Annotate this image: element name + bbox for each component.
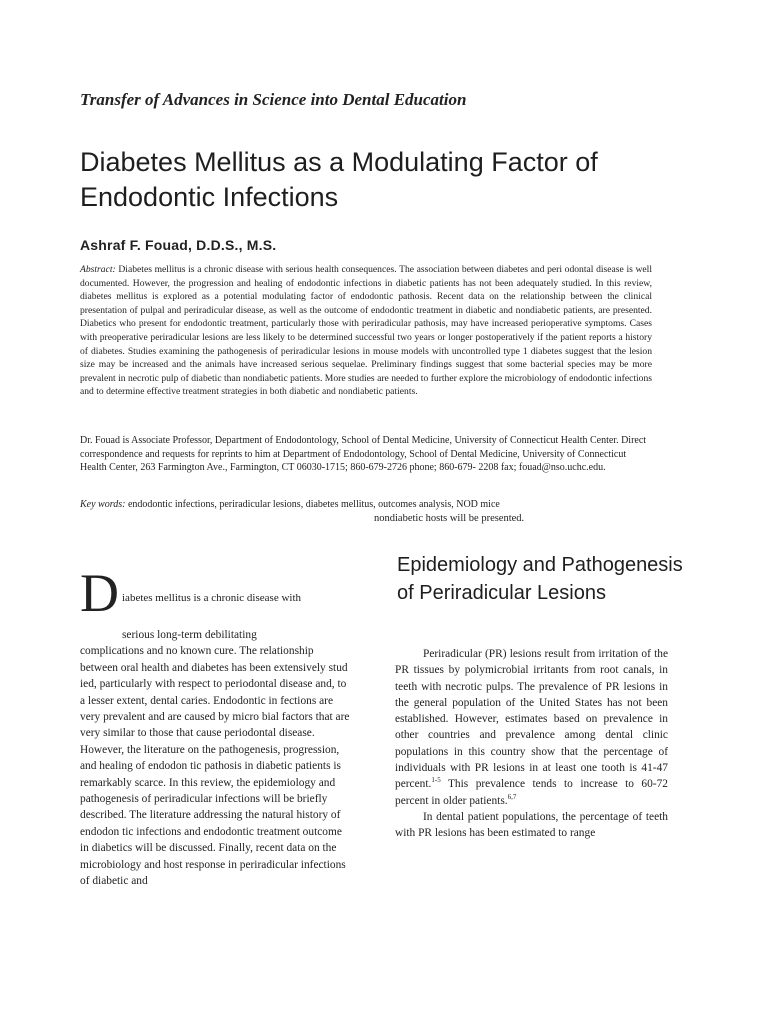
intro-lead-line: iabetes mellitus is a chronic disease with [122,592,302,604]
intro-body-text: complications and no known cure. The relationship between oral health and diabetes has been extensively stud ied, particularly with respect to periodontal disease and, to a lesser extent, dental caries. Endodontic in fections are very prevalent and are caused by micro bial factors that are very similar to those that cause periodontal disease. However, the literature on the pathogenesis, progression, and healing of endodon tic pathosis in diabetic patients is remarkably scarce. In this review, the epidemiology and pathogenesis of periradicular infections will be briefly described. The literature addressing the natural history of endodon tic infections and endodontic treatment outcome in diabetics will be discussed. Finally, recent data on the microbiology and host response in periradicular infections of diabetic and [80,645,350,888]
author-affiliation: Dr. Fouad is Associate Professor, Department of Endodontology, School of Dental Medicine, University of Connecticut Health Center. Direct correspondence and requests for reprints to him at Department of Endodontology, School of Dental Medicine, University of Connecticut Health Center, 263 Farmington Ave., Farmington, CT 06030-1715; 860-679-2726 phone; 860-679- 2208 fax; fouad@nso.uchc.edu. [80,435,647,474]
keywords-text: endodontic infections, periradicular lesions, diabetes mellitus, outcomes analysis, NOD mice [127,499,500,510]
overflow-line: nondiabetic hosts will be presented. [374,513,525,524]
abstract-label: Abstract: [80,264,116,275]
paragraph-text: Periradicular (PR) lesions result from irritation of the PR tissues by polymicrobial irritants from root canals, in teeth with necrotic pulps. The prevalence of PR lesions in the general population of the United States has not been established. However, estimates based on prevalence in other countries and prevalence among dental clinic populations in this country show that the percentage of individuals with PR lesions in at least one tooth is 41-47 percent. [395,648,668,791]
drop-cap: D [80,563,119,623]
section-heading: Epidemiology and Pathogenesis of Periradicular Lesions [397,554,683,604]
keywords [80,498,652,511]
journal-section-title: Transfer of Advances in Science into Dental Education [80,90,467,109]
author-name: Ashraf F. Fouad, D.D.S., M.S. [80,237,277,253]
section-paragraph-1 [395,646,668,809]
citation-sup: 1-5 [431,776,441,785]
citation-sup: 6,7 [507,792,517,801]
abstract [80,263,652,399]
abstract-text: Diabetes mellitus is a chronic disease with serious health consequences. The association between diabetes and peri odontal disease is well documented. However, the progression and healing of endodontic infections in diabetic patients has not been adequately studied. In this review, diabetes mellitus is explored as a potential modulating factor of endodontic pathosis. Recent data on the relationship between the clinical presentation of pulpal and periradicular disease, as well as the outcome of endodontic treatment in diabetic and nondiabetic patients, are presented. Diabetics who present for endodontic treatment, particularly those with periradicular pathosis, may have increased perioperative symptoms. Cases with preoperative periradicular lesions are less likely to be determined successful two years or longer postoperatively if the patient reports a history of diabetes. Studies examining the pathogenesis of periradicular lesions in mouse models with uncontrolled type 1 diabetes suggest that the lesion size may be increased and the animals have increased serious sequelae. Preliminary findings suggest that some bacterial species may be more prevalent in necrotic pulp of diabetic than nondiabetic patients. More studies are needed to further explore the microbiology of endodontic infections and to determine effective treatment strategies in both diabetic and nondiabetic patients. [80,264,653,398]
intro-paragraph [80,627,352,890]
intro-first-line: serious long-term debilitating [122,629,257,641]
keywords-label: Key words: [80,499,126,510]
article-title: Diabetes Mellitus as a Modulating Factor of Endodontic Infections [80,147,598,212]
section-body [395,646,668,842]
section-paragraph-2: In dental patient populations, the percentage of teeth with PR lesions has been estimated to range [395,810,668,840]
paragraph-text: This prevalence tends to increase to 60-72 percent in older patients. [395,778,668,807]
